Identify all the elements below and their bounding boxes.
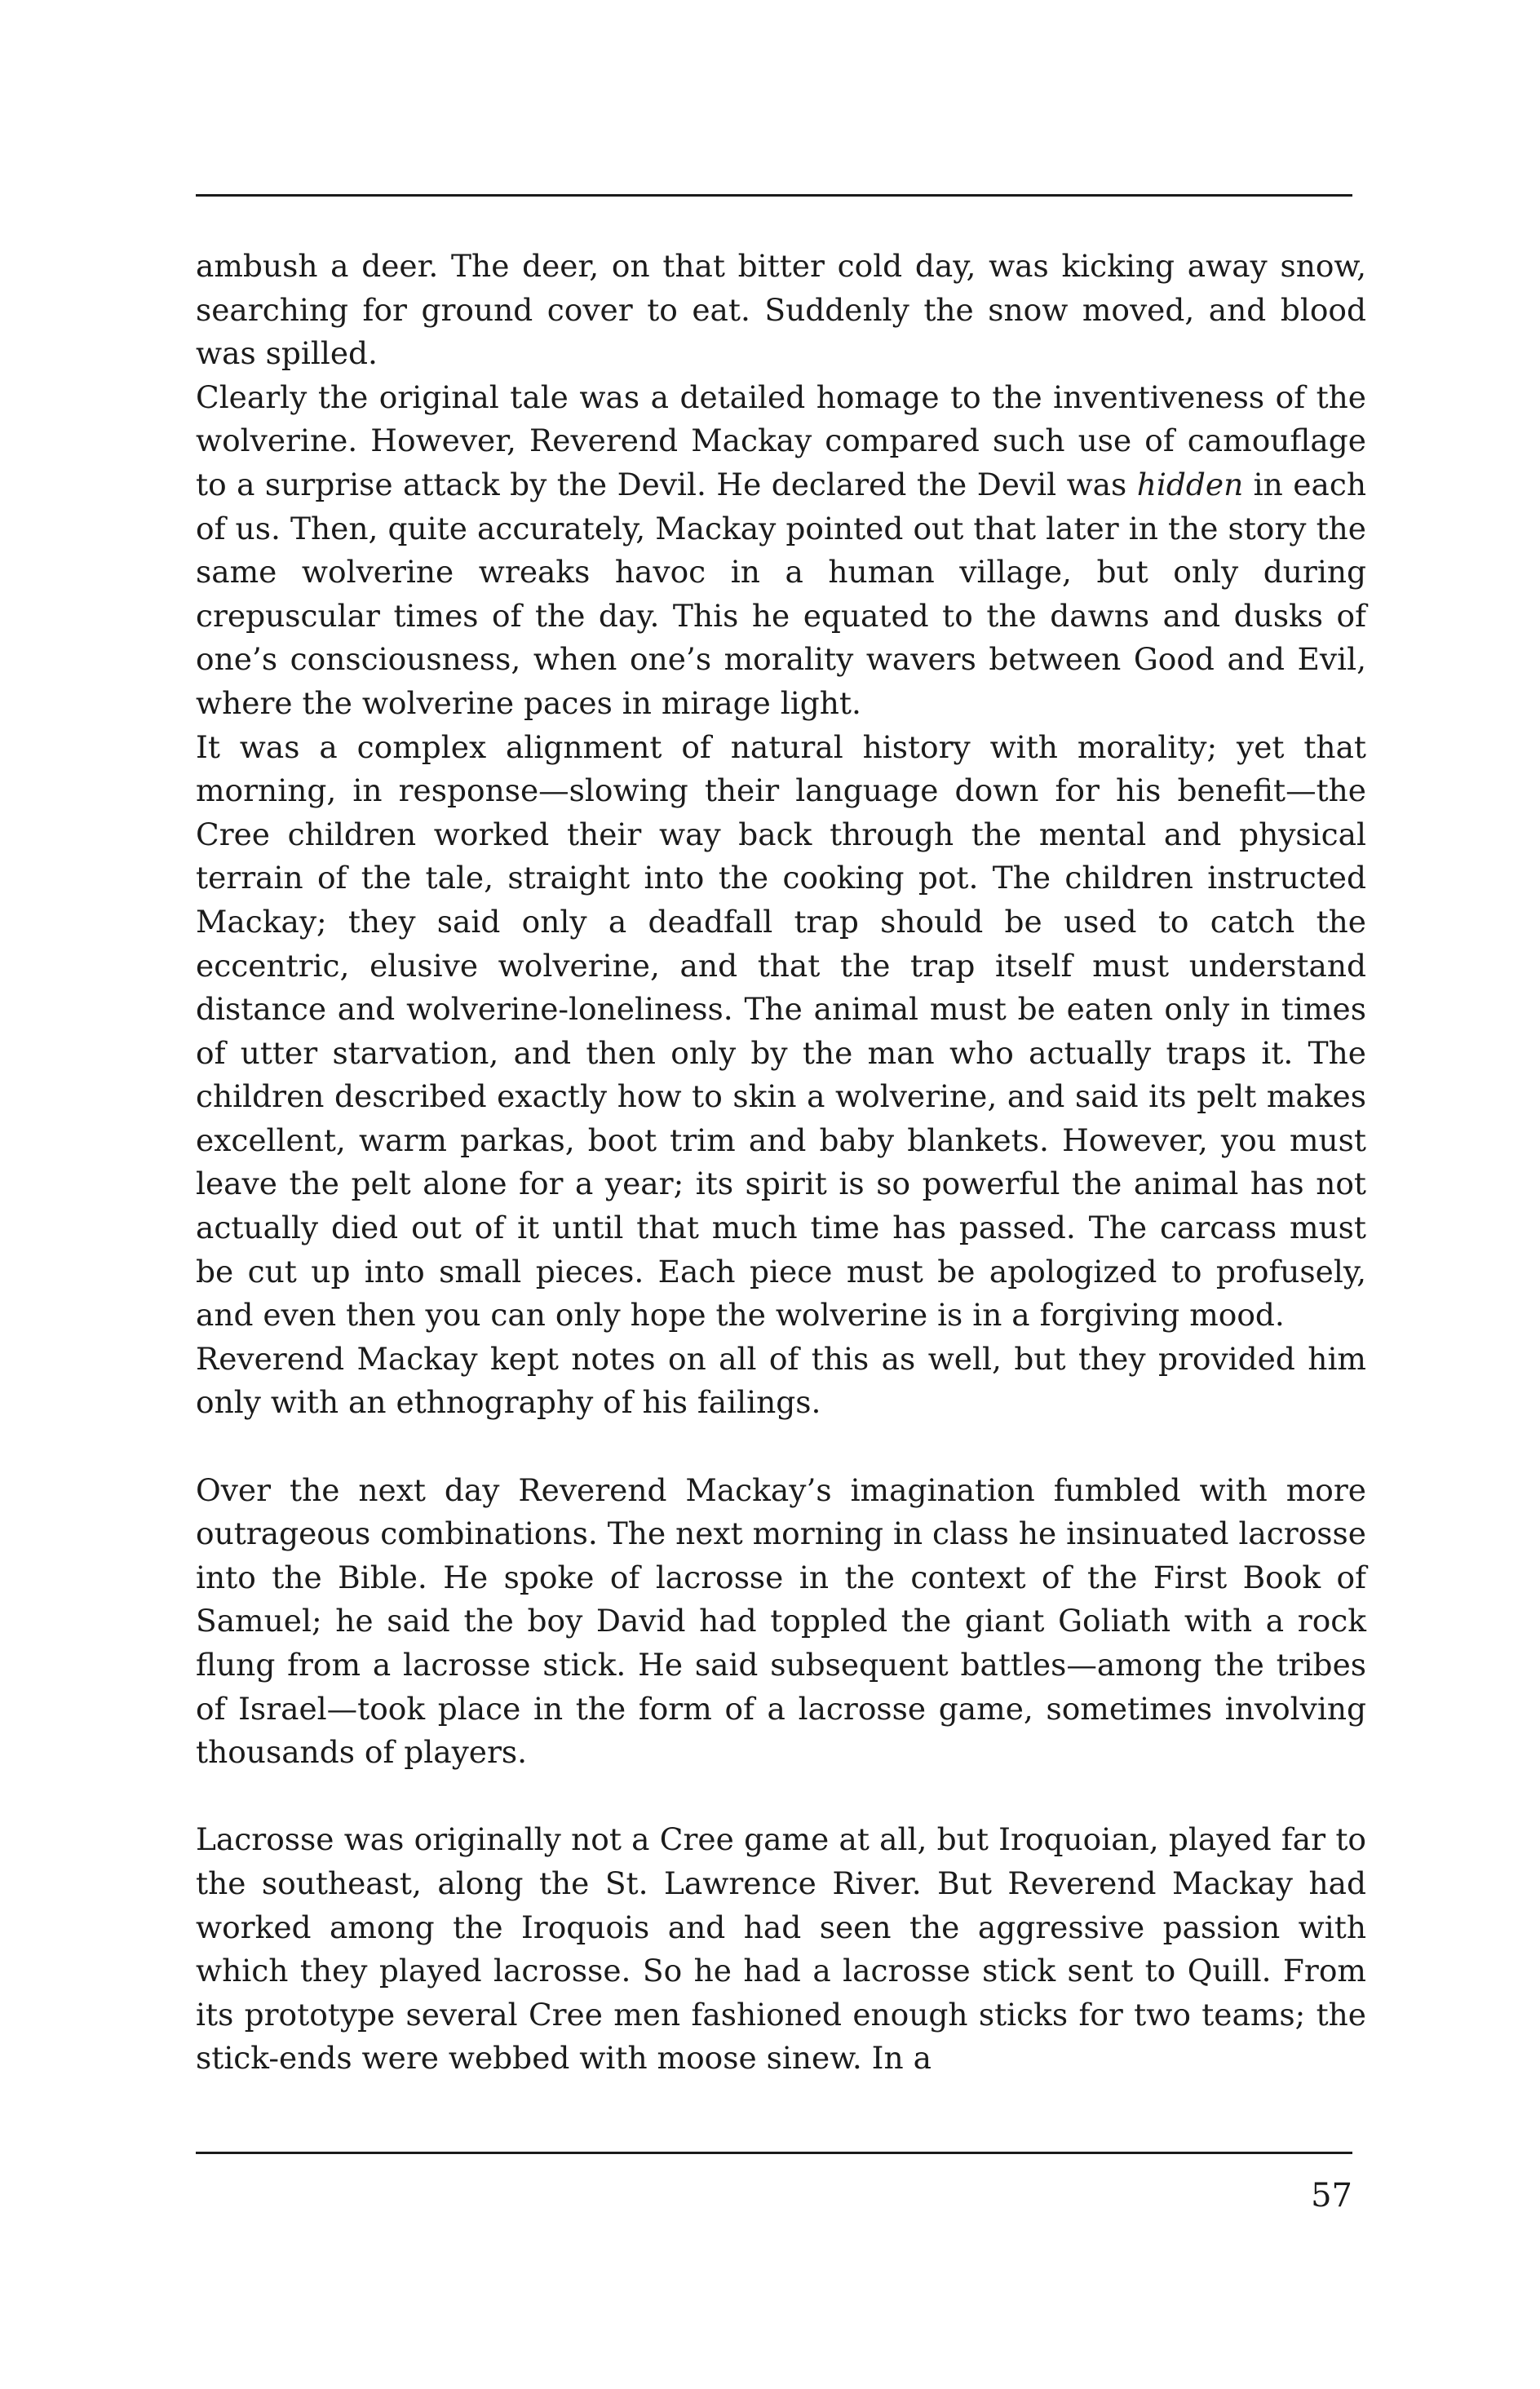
paragraph-6: Lacrosse was originally not a Cree game at all, but Iroquoian, played far to the southeast, along the St. Lawrence River. But Reverend Mackay had worked among the Iroquois and had seen the aggressive passion with which they played lacrosse. So he had a lacrosse stick sent to Quill. From its prototype several Cree men fashioned enough sticks for two teams; the stick-ends were webbed with moose sinew. In a [196, 1821, 1366, 2077]
bottom-rule [196, 2152, 1352, 2154]
body-text [196, 245, 1366, 2081]
paragraph-4: Reverend Mackay kept notes on all of this as well, but they provided him only with an ethnography of his failings. [196, 1340, 1366, 1421]
page-number: 57 [1311, 2177, 1352, 2214]
paragraph-2-part-1: Clearly the original tale was a detailed homage to the inventiveness of the wolverine. However, Reverend Mackay compared such use of camouflage to a surprise attack by the Devil. He declared the Devil was [196, 378, 1366, 502]
paragraph-3: It was a complex alignment of natural history with morality; yet that morning, in response—slowing their language down for his benefit—the Cree children worked their way back through the mental and physical terrain of the tale, straight into the cooking pot. The children instructed Mackay; they said only a deadfall trap should be used to catch the eccentric, elusive wolverine, and that the trap itself must understand distance and wolverine-loneliness. The animal must be eaten only in times of utter starvation, and then only by the man who actually traps it. The children described exactly how to skin a wolverine, and said its pelt makes excellent, warm parkas, boot trim and baby blankets. However, you must leave the pelt alone for a year; its spirit is so powerful the animal has not actually died out of it until that much time has passed. The carcass must be cut up into small pieces. Each piece must be apologized to profusely, and even then you can only hope the wolverine is in a forgiving mood. [196, 728, 1366, 1334]
paragraph-2-part-2: in each of us. Then, quite accurately, Mackay pointed out that later in the story the same wolverine wreaks havoc in a human village, but only during crepuscular times of the day. This he equated to the dawns and dusks of one’s consciousness, when one’s morality wavers between Good and Evil, where the wolverine paces in mirage light. [196, 466, 1366, 721]
top-rule [196, 194, 1352, 197]
emphasis-hidden: hidden [1136, 466, 1244, 502]
paragraph-1: ambush a deer. The deer, on that bitter cold day, was kicking away snow, searching for ground cover to eat. Suddenly the snow moved, and blood was spilled. [196, 248, 1366, 372]
paragraph-2 [196, 376, 1366, 726]
paragraph-5: Over the next day Reverend Mackay’s imagination fumbled with more outrageous combinations. The next morning in class he insinuated lacrosse into the Bible. He spoke of lacrosse in the context of the First Book of Samuel; he said the boy David had toppled the giant Goliath with a rock flung from a lacrosse stick. He said subsequent battles—among the tribes of Israel—took place in the form of a lacrosse game, sometimes involving thousands of players. [196, 1471, 1366, 1771]
